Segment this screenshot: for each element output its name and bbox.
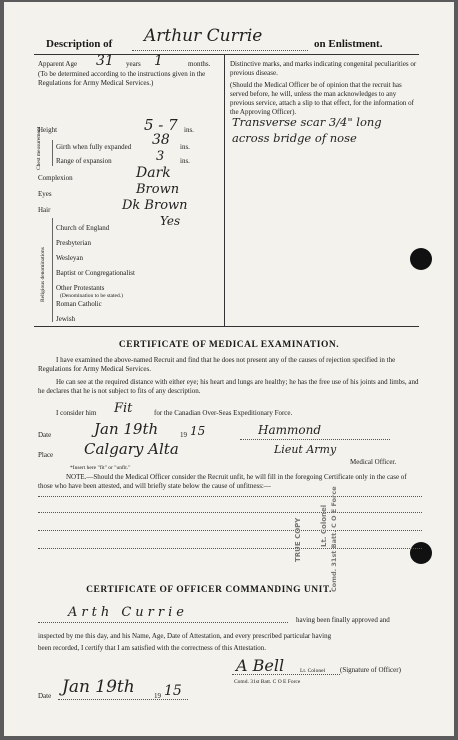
signature-line	[240, 439, 390, 440]
header-suffix: on Enlistment.	[314, 38, 383, 50]
stamp-unit: Comd. 31st Batt. C O E Force	[330, 486, 338, 592]
religion-item: Roman Catholic	[56, 300, 102, 308]
complexion-value: Dark	[136, 165, 171, 181]
complexion-label: Complexion	[38, 174, 73, 182]
age-years-value: 31	[96, 53, 114, 69]
column-divider	[224, 54, 225, 326]
middle-rule	[34, 326, 419, 327]
consider-label: I consider him	[56, 409, 97, 417]
officer-year-prefix: 19	[154, 692, 161, 700]
religion-label: Religious denominations	[40, 247, 46, 302]
medical-year-value: 15	[190, 424, 206, 438]
punch-hole-top	[410, 248, 432, 270]
range-value: 3	[156, 149, 165, 164]
medical-place-label: Place	[38, 451, 54, 459]
religion-item: Church of England	[56, 224, 110, 232]
height-unit: ins.	[184, 126, 194, 134]
religion-mark: Yes	[160, 214, 181, 228]
insert-note: *Insert here "fit" or "unfit."	[70, 465, 131, 471]
officer-signature: A Bell	[236, 656, 285, 675]
chest-bracket	[52, 140, 53, 166]
medical-place-value: Calgary Alta	[84, 440, 179, 458]
cause-line	[38, 496, 422, 497]
consider-suffix: for the Canadian Over-Seas Expeditionary Force.	[154, 409, 293, 417]
name-line	[38, 622, 288, 623]
medical-cert-title: CERTIFICATE OF MEDICAL EXAMINATION.	[118, 340, 340, 350]
marks-handwritten: Transverse scar 3/4" long across bridge of nose	[232, 115, 382, 145]
religion-item: Other Protestants	[56, 284, 105, 292]
officer-cert-title: CERTIFICATE OF OFFICER COMMANDING UNIT.	[86, 585, 332, 595]
hair-value: Dk Brown	[122, 198, 188, 213]
officer-text-2: inspected by me this day, and his Name, Age, Date of Attestation, and every prescribed particular having	[38, 632, 332, 640]
medical-para-2: He can see at the required distance with either eye; his heart and lungs are healthy; he has the free use of his joints and limbs, and he declares that he is not subject to fits of any description.	[38, 378, 419, 395]
years-label: years	[126, 60, 141, 68]
girth-value: 38	[152, 132, 170, 148]
girth-unit: ins.	[180, 143, 190, 151]
range-unit: ins.	[180, 157, 190, 165]
consider-value: Fit	[114, 401, 133, 416]
height-value: 5 - 7	[144, 116, 178, 134]
religion-item: Presbyterian	[56, 239, 91, 247]
officer-colonel-label: Lt. Colonel	[300, 668, 326, 674]
religion-item: Wesleyan	[56, 254, 84, 262]
medical-signature-rank: Lieut Army	[274, 443, 337, 456]
medical-date-value: Jan 19th	[94, 420, 159, 438]
top-rule	[34, 54, 419, 55]
officer-year-value: 15	[164, 683, 182, 699]
officer-cert-name: Arth Currie	[68, 605, 188, 620]
height-label: Height	[38, 126, 58, 134]
medical-para-1: I have examined the above-named Recruit and find that he does not present any of the causes of rejection specified in the Regulations for Army Medical Services.	[38, 356, 396, 373]
medical-officer-label: Medical Officer.	[350, 458, 397, 466]
header-prefix: Description of	[46, 38, 113, 50]
eyes-label: Eyes	[38, 190, 52, 198]
cause-line	[38, 548, 422, 549]
recruit-name: Arthur Currie	[144, 26, 263, 46]
age-months-value: 1	[154, 53, 163, 69]
girth-label: Girth when fully expanded	[56, 143, 132, 151]
religion-item: Jewish	[56, 315, 76, 323]
officer-date-label: Date	[38, 692, 52, 700]
medical-note: NOTE.—Should the Medical Officer consider the Recruit unfit, he will fill in the foregoing Certificate only in the case of those who have been attested, and will briefly state below the cause of unfitness:—	[38, 473, 407, 490]
medical-date-label: Date	[38, 431, 52, 439]
cause-line	[38, 530, 422, 531]
religion-bracket	[52, 218, 53, 322]
apparent-age-label: Apparent Age	[38, 60, 78, 68]
hair-label: Hair	[38, 206, 51, 214]
true-copy-stamp: TRUE COPY	[294, 517, 302, 562]
cause-line	[38, 512, 422, 513]
officer-signature-line	[232, 674, 340, 675]
punch-hole-bottom	[410, 542, 432, 564]
chest-label: Chest measurement	[36, 126, 42, 170]
eyes-value: Brown	[136, 182, 180, 197]
officer-date-value: Jan 19th	[62, 677, 135, 697]
months-label: months.	[188, 60, 211, 68]
officer-text-3: been recorded, I certify that I am satisfied with the correctness of this Attestation.	[38, 644, 267, 652]
medical-signature: Hammond	[258, 423, 322, 437]
medical-year-prefix: 19	[180, 431, 187, 439]
officer-comd-label: Comd. 31st Batt. C O E Force	[234, 679, 301, 685]
officer-text-1: having been finally approved and	[296, 616, 390, 624]
marks-note: (Should the Medical Officer be of opinion that the recruit has served before, he will, unless the man acknowledges to any previous service, attach a slip to that effect, for the information of the Approving Officer).	[230, 81, 414, 116]
marks-heading: Distinctive marks, and marks indicating congenital peculiarities or previous disease.	[230, 60, 417, 77]
age-note: (To be determined according to the instructions given in the Regulations for Army Medical Services.)	[38, 70, 206, 87]
name-underline	[132, 50, 308, 51]
officer-date-line	[58, 699, 188, 700]
religion-item: Baptist or Congregationalist	[56, 269, 135, 277]
officer-signature-label: (Signature of Officer)	[340, 666, 401, 674]
range-label: Range of expansion	[56, 157, 112, 165]
stamp-colonel: Lt. Colonel	[320, 504, 328, 547]
religion-item-note: (Denomination to be stated.)	[60, 293, 123, 299]
attestation-page	[4, 2, 454, 736]
